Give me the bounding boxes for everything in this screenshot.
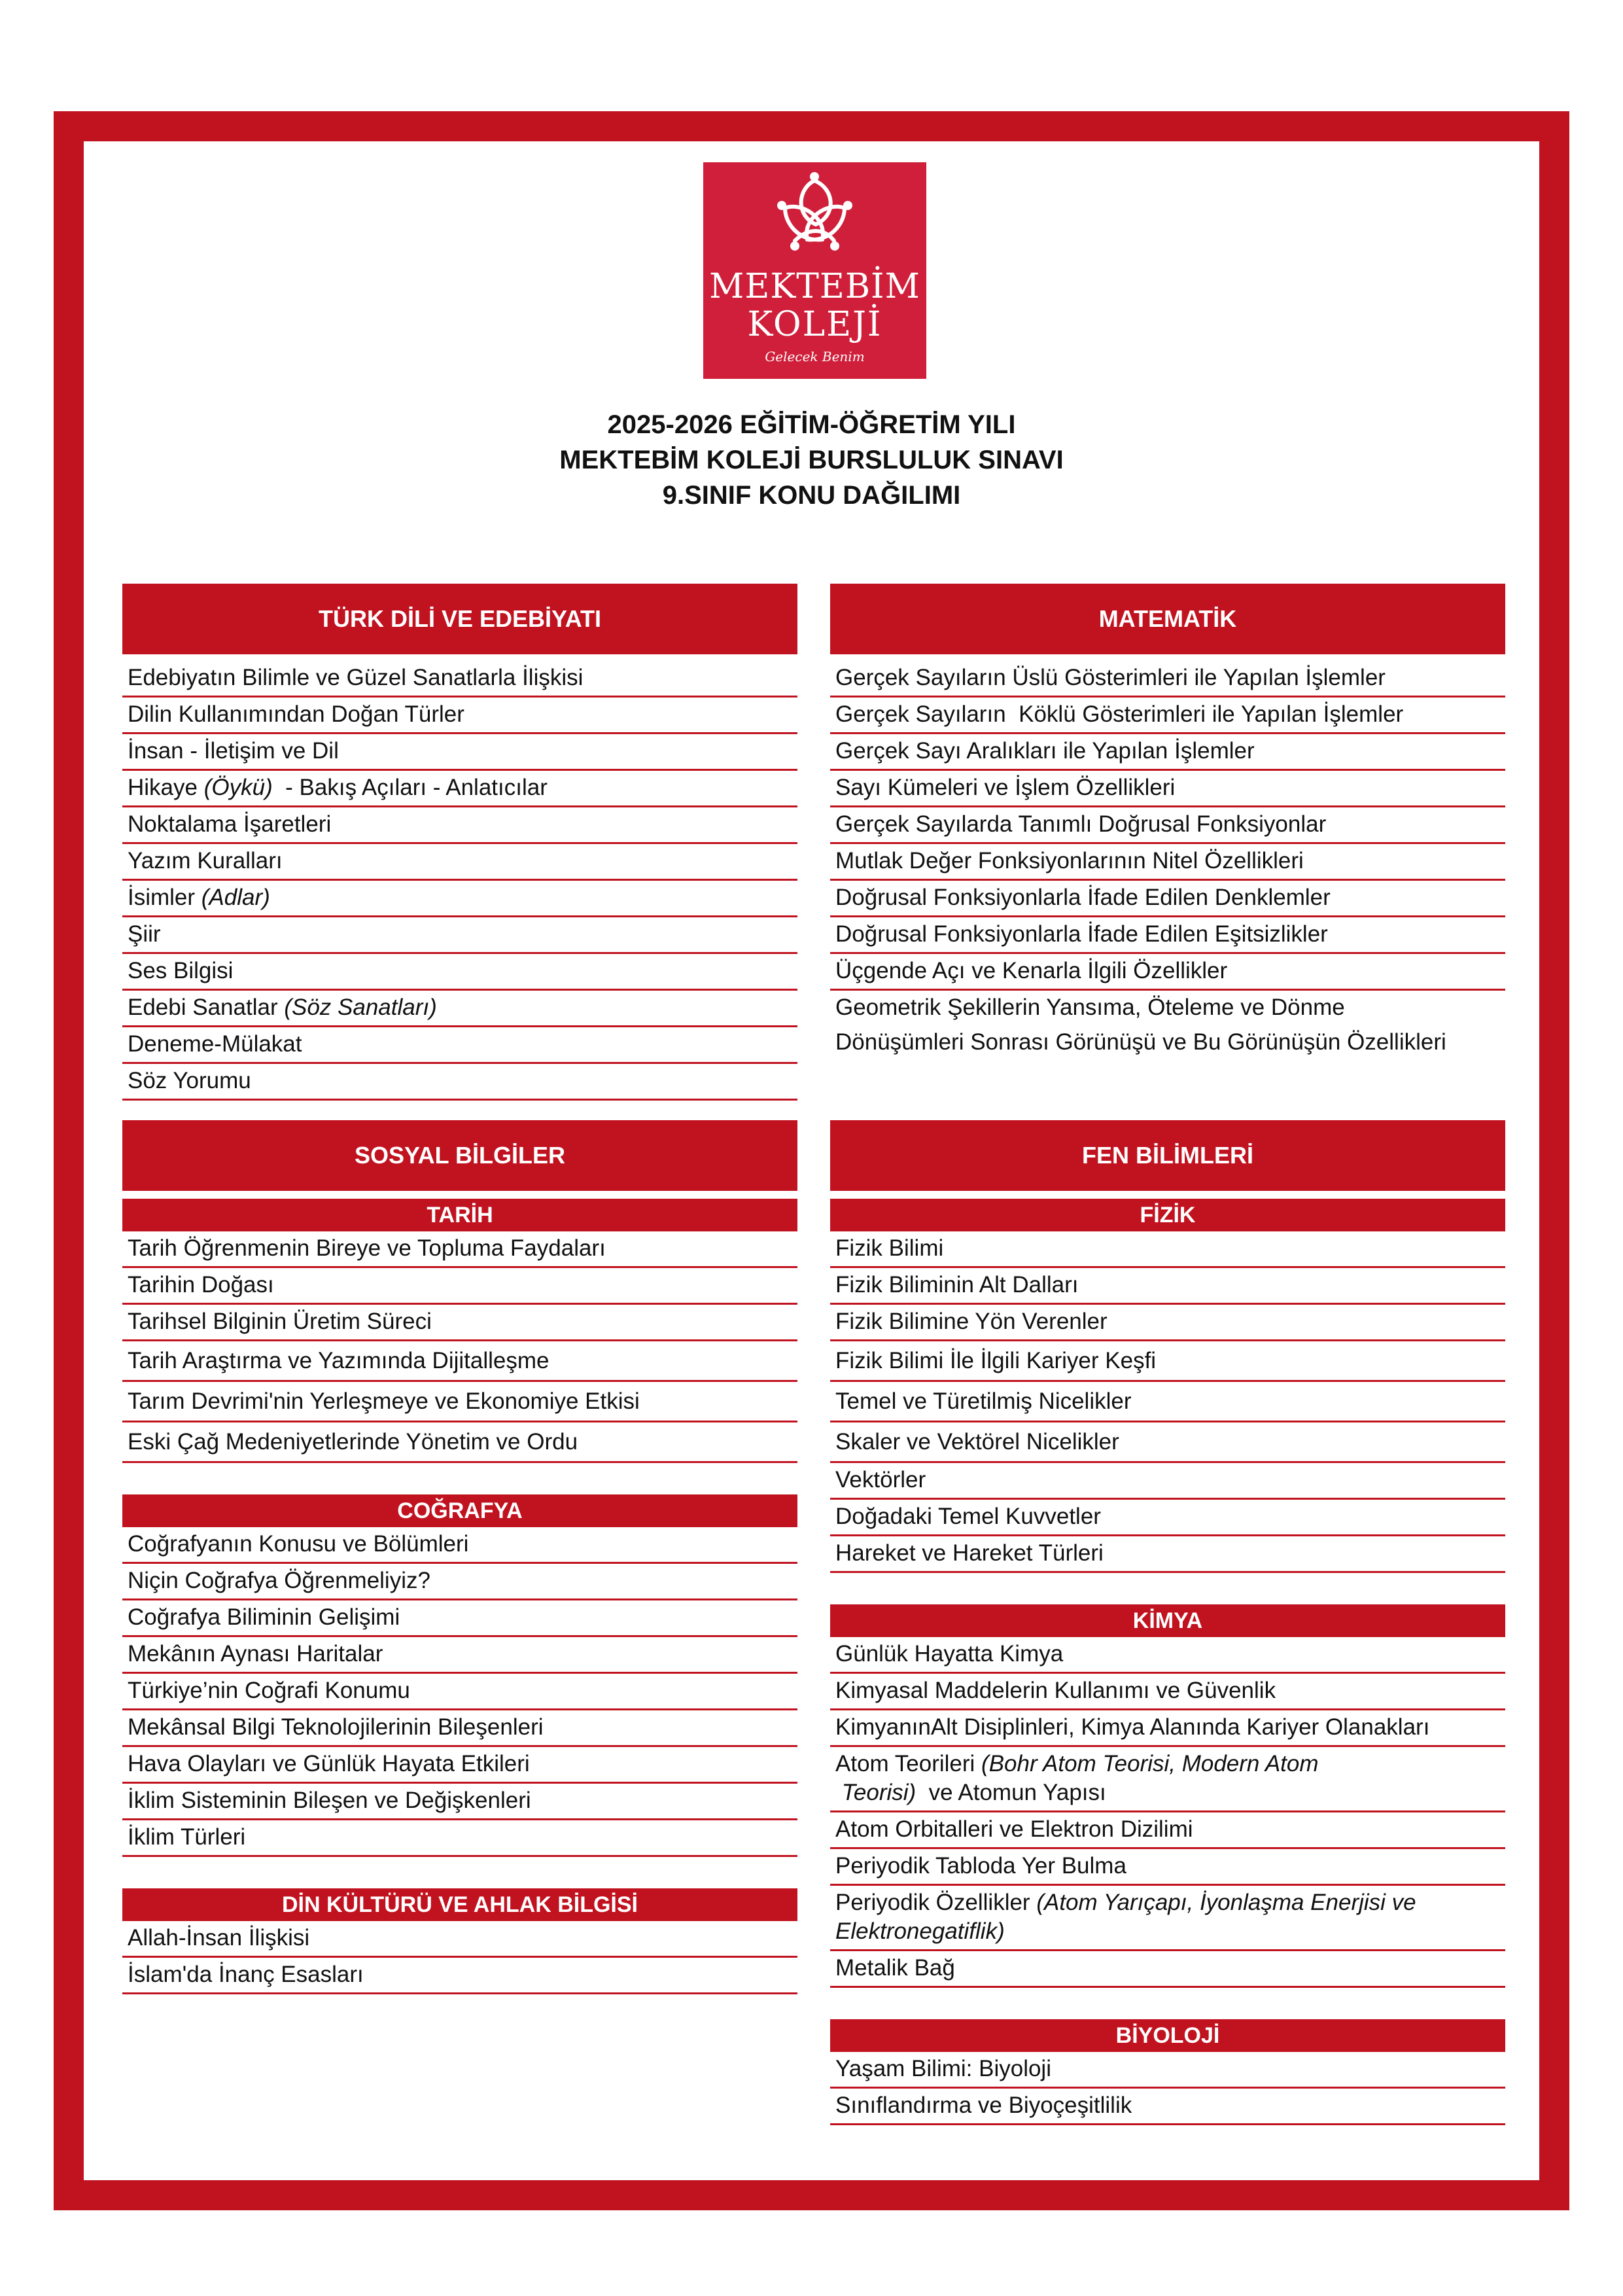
din-kulturu-header: DİN KÜLTÜRÜ VE AHLAK BİLGİSİ [122,1888,797,1921]
list-item: Doğrusal Fonksiyonlarla İfade Edilen Denklemler [830,881,1505,917]
list-item: Atom Orbitalleri ve Elektron Dizilimi [830,1812,1505,1849]
list-item: Coğrafya Biliminin Gelişimi [122,1600,797,1637]
atom-text: Atom Teorileri [835,1751,982,1776]
list-item: Periyodik Tabloda Yer Bulma [830,1849,1505,1886]
list-item: Edebiyatın Bilimle ve Güzel Sanatlarla İlişkisi [122,661,797,698]
matematik-list [830,661,1505,1060]
list-item: Geometrik Şekillerin Yansıma, Öteleme ve Dönme [835,995,1345,1020]
list-item: Tarım Devrimi'nin Yerleşmeye ve Ekonomiye Etkisi [122,1382,797,1422]
list-item: İnsan - İletişim ve Dil [122,734,797,771]
list-item: Mekânsal Bilgi Teknolojilerinin Bileşenleri [122,1710,797,1747]
list-item: Türkiye’nin Coğrafi Konumu [122,1674,797,1710]
biyoloji-list [830,2052,1505,2125]
logo-emblem-icon [703,162,926,260]
document-title [0,407,1623,513]
list-item: Eski Çağ Medeniyetlerinde Yönetim ve Ordu [122,1422,797,1463]
list-item: Hava Olayları ve Günlük Hayata Etkileri [122,1747,797,1784]
list-item [122,881,797,917]
list-item: Üçgende Açı ve Kenarla İlgili Özellikler [830,954,1505,991]
list-item: Gerçek Sayıların Köklü Gösterimleri ile Yapılan İşlemler [830,698,1505,734]
list-item: Gerçek Sayı Aralıkları ile Yapılan İşlemler [830,734,1505,771]
hikaye-italic: (Öykü) [203,775,273,800]
list-item: KimyanınAlt Disiplinleri, Kimya Alanında Kariyer Olanakları [830,1710,1505,1747]
atom-rest: ve Atomun Yapısı [916,1780,1106,1805]
periyodik-italic-2: Elektronegatiflik) [835,1918,1005,1944]
list-item: Mekânın Aynası Haritalar [122,1637,797,1674]
list-item [122,991,797,1027]
list-item: Fizik Biliminin Alt Dalları [830,1268,1505,1305]
list-item: Fizik Bilimine Yön Verenler [830,1305,1505,1341]
list-item: Tarih Araştırma ve Yazımında Dijitalleşme [122,1341,797,1382]
edebi-italic: (Söz Sanatları) [284,995,437,1020]
list-item: Allah-İnsan İlişkisi [122,1921,797,1958]
kimya-list [830,1637,1505,1988]
list-item: Hareket ve Hareket Türleri [830,1536,1505,1573]
list-item: Sınıflandırma ve Biyoçeşitlilik [830,2089,1505,2125]
list-item: Dilin Kullanımından Doğan Türler [122,698,797,734]
list-item: Vektörler [830,1463,1505,1500]
list-item: Metalik Bağ [830,1951,1505,1988]
list-item: İklim Sisteminin Bileşen ve Değişkenleri [122,1784,797,1820]
list-item: Doğadaki Temel Kuvvetler [830,1500,1505,1536]
logo-name-line1: MEKTEBİM [709,267,920,306]
fen-bilimleri-header: FEN BİLİMLERİ [830,1120,1505,1191]
kimya-header: KİMYA [830,1604,1505,1637]
list-item: Fizik Bilimi İle İlgili Kariyer Keşfi [830,1341,1505,1382]
mektebim-logo [703,162,926,379]
list-item: Tarihin Doğası [122,1268,797,1305]
list-item: İslam'da İnanç Esasları [122,1958,797,1994]
list-item: Niçin Coğrafya Öğrenmeliyiz? [122,1564,797,1600]
list-item: Noktalama İşaretleri [122,807,797,844]
list-item: Ses Bilgisi [122,954,797,991]
list-item: Mutlak Değer Fonksiyonlarının Nitel Özellikleri [830,844,1505,881]
turk-dili-list [122,661,797,1101]
list-item: Sayı Kümeleri ve İşlem Özellikleri [830,771,1505,807]
list-item: Deneme-Mülakat [122,1027,797,1064]
list-item: Kimyasal Maddelerin Kullanımı ve Güvenlik [830,1674,1505,1710]
matematik-section [830,584,1505,1060]
turk-dili-header: TÜRK DİLİ VE EDEBİYATI [122,584,797,654]
list-item: Doğrusal Fonksiyonlarla İfade Edilen Eşitsizlikler [830,917,1505,954]
list-item: Skaler ve Vektörel Nicelikler [830,1422,1505,1463]
fizik-header: FİZİK [830,1199,1505,1231]
list-item: Yaşam Bilimi: Biyoloji [830,2052,1505,2089]
list-item: Şiir [122,917,797,954]
list-item: Söz Yorumu [122,1064,797,1101]
list-item [122,771,797,807]
periyodik-italic-1: (Atom Yarıçapı, İyonlaşma Enerjisi ve [1036,1890,1416,1915]
list-item: Fizik Bilimi [830,1231,1505,1268]
sosyal-bilgiler-header: SOSYAL BİLGİLER [122,1120,797,1191]
list-item: Gerçek Sayıların Üslü Gösterimleri ile Yapılan İşlemler [830,661,1505,698]
isimler-text: İsimler [128,885,201,910]
list-item: Gerçek Sayılarda Tanımlı Doğrusal Fonksiyonlar [830,807,1505,844]
list-item: İklim Türleri [122,1820,797,1857]
edebi-text: Edebi Sanatlar [128,995,285,1020]
din-kulturu-list [122,1921,797,1994]
list-item: Tarih Öğrenmenin Bireye ve Topluma Faydaları [122,1231,797,1268]
list-item: Temel ve Türetilmiş Nicelikler [830,1382,1505,1422]
periyodik-text: Periyodik Özellikler [835,1890,1037,1915]
atom-italic-2: Teorisi) [835,1780,916,1805]
tarih-list [122,1231,797,1463]
list-item: Coğrafyanın Konusu ve Bölümleri [122,1527,797,1564]
title-line-1: 2025-2026 EĞİTİM-ÖĞRETİM YILI [607,410,1016,439]
biyoloji-header: BİYOLOJİ [830,2019,1505,2052]
hikaye-rest: - Bakış Açıları - Anlatıcılar [272,775,548,800]
cografya-header: COĞRAFYA [122,1494,797,1527]
isimler-italic: (Adlar) [201,885,270,910]
list-item [830,1747,1505,1812]
title-line-3: 9.SINIF KONU DAĞILIMI [662,481,961,510]
atom-italic-1: (Bohr Atom Teorisi, Modern Atom [981,1751,1319,1776]
list-item [830,1886,1505,1951]
list-item: Dönüşümleri Sonrası Görünüşü ve Bu Görünüşün Özellikleri [835,1029,1446,1055]
logo-name-line2: KOLEJİ [747,305,882,344]
title-line-2: MEKTEBİM KOLEJİ BURSLULUK SINAVI [559,446,1064,474]
turk-dili-section [122,584,797,1101]
tarih-header: TARİH [122,1199,797,1231]
list-item: Tarihsel Bilginin Üretim Süreci [122,1305,797,1341]
matematik-header: MATEMATİK [830,584,1505,654]
fizik-list [830,1231,1505,1573]
list-item: Günlük Hayatta Kimya [830,1637,1505,1674]
fen-bilimleri-section [830,1120,1505,2125]
logo-slogan: Gelecek Benim [765,349,865,364]
hikaye-text: Hikaye [128,775,204,800]
list-item: Yazım Kuralları [122,844,797,881]
cografya-list [122,1527,797,1857]
sosyal-bilgiler-section [122,1120,797,1994]
